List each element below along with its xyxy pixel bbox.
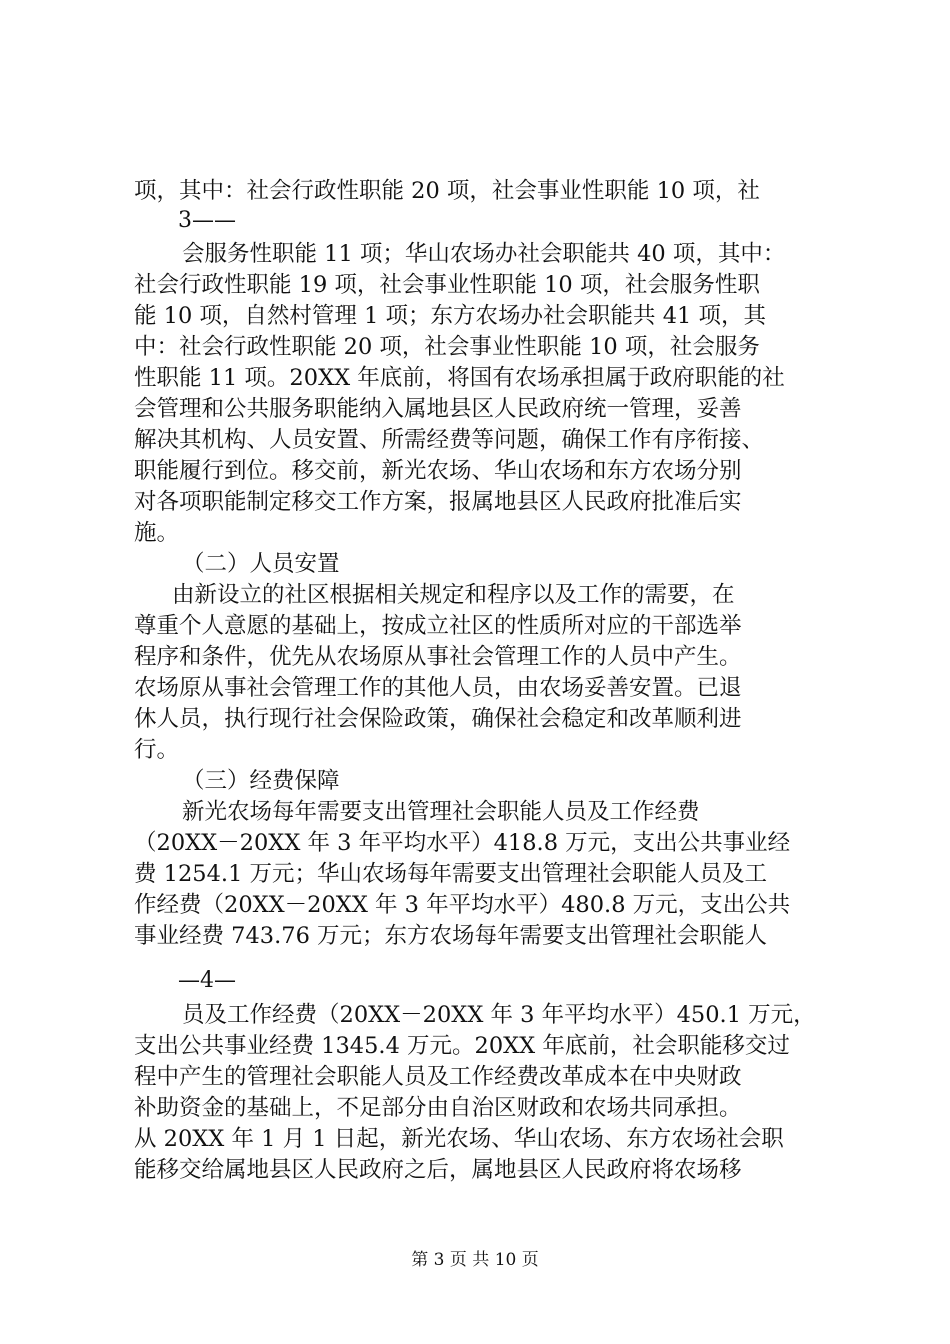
text-line: 费 1254.1 万元；华山农场每年需要支出管理社会职能人员及工: [134, 861, 768, 887]
text-line: 程序和条件，优先从农场原从事社会管理工作的人员中产生。: [134, 644, 742, 670]
text-line: 会服务性职能 11 项；华山农场办社会职能共 40 项，其中：: [182, 241, 786, 267]
paragraph-1: [134, 176, 834, 207]
text-line: 员及工作经费（20XX－20XX 年 3 年平均水平）450.1 万元，: [182, 1002, 816, 1028]
text-line: 支出公共事业经费 1345.4 万元。20XX 年底前，社会职能移交过: [134, 1033, 790, 1059]
text-line: 新光农场每年需要支出管理社会职能人员及工作经费: [182, 799, 700, 825]
text-line: 中：社会行政性职能 20 项，社会事业性职能 10 项，社会服务: [134, 334, 760, 360]
text-line: 性职能 11 项。20XX 年底前，将国有农场承担属于政府职能的社: [134, 365, 785, 391]
text-line: 项，其中：社会行政性职能 20 项，社会事业性职能 10 项，社: [134, 178, 760, 204]
paragraph-5: [134, 1000, 834, 1186]
paragraph-4: [134, 797, 834, 952]
text-line: 程中产生的管理社会职能人员及工作经费改革成本在中央财政: [134, 1064, 742, 1090]
text-line: 事业经费 743.76 万元；东方农场每年需要支出管理社会职能人: [134, 923, 768, 949]
text-line: 休人员，执行现行社会保险政策，确保社会稳定和改革顺利进: [134, 706, 742, 732]
text-line: 会管理和公共服务职能纳入属地县区人民政府统一管理，妥善: [134, 396, 742, 422]
text-line: 职能履行到位。移交前，新光农场、华山农场和东方农场分别: [134, 458, 742, 484]
text-line: 农场原从事社会管理工作的其他人员，由农场妥善安置。已退: [134, 675, 742, 701]
section-heading-3: [134, 766, 834, 797]
heading-text: （三）经费保障: [182, 768, 340, 794]
page-marker-4: —4—: [178, 968, 236, 993]
text-line: 解决其机构、人员安置、所需经费等问题，确保工作有序衔接、: [134, 427, 765, 453]
section-heading-2: [134, 549, 834, 580]
text-line: 能 10 项，自然村管理 1 项；东方农场办社会职能共 41 项，其: [134, 303, 766, 329]
heading-text: （二）人员安置: [182, 551, 340, 577]
text-line: （20XX－20XX 年 3 年平均水平）418.8 万元，支出公共事业经: [134, 830, 791, 856]
text-line: 行。: [134, 737, 180, 763]
paragraph-3: [134, 580, 834, 766]
text-line: 能移交给属地县区人民政府之后，属地县区人民政府将农场移: [134, 1157, 742, 1183]
text-line: 对各项职能制定移交工作方案，报属地县区人民政府批准后实: [134, 489, 742, 515]
page-footer: 第 3 页 共 10 页: [411, 1250, 539, 1270]
paragraph-2: [134, 239, 834, 549]
text-line: 从 20XX 年 1 月 1 日起，新光农场、华山农场、东方农场社会职: [134, 1126, 784, 1152]
text-line: 社会行政性职能 19 项，社会事业性职能 10 项，社会服务性职: [134, 272, 760, 298]
text-line: 作经费（20XX－20XX 年 3 年平均水平）480.8 万元，支出公共: [134, 892, 791, 918]
text-line: 施。: [134, 520, 180, 546]
text-line: 补助资金的基础上，不足部分由自治区财政和农场共同承担。: [134, 1095, 742, 1121]
text-line: 由新设立的社区根据相关规定和程序以及工作的需要，在: [172, 582, 735, 608]
page-marker-3: 3——: [178, 208, 236, 233]
text-line: 尊重个人意愿的基础上，按成立社区的性质所对应的干部选举: [134, 613, 742, 639]
